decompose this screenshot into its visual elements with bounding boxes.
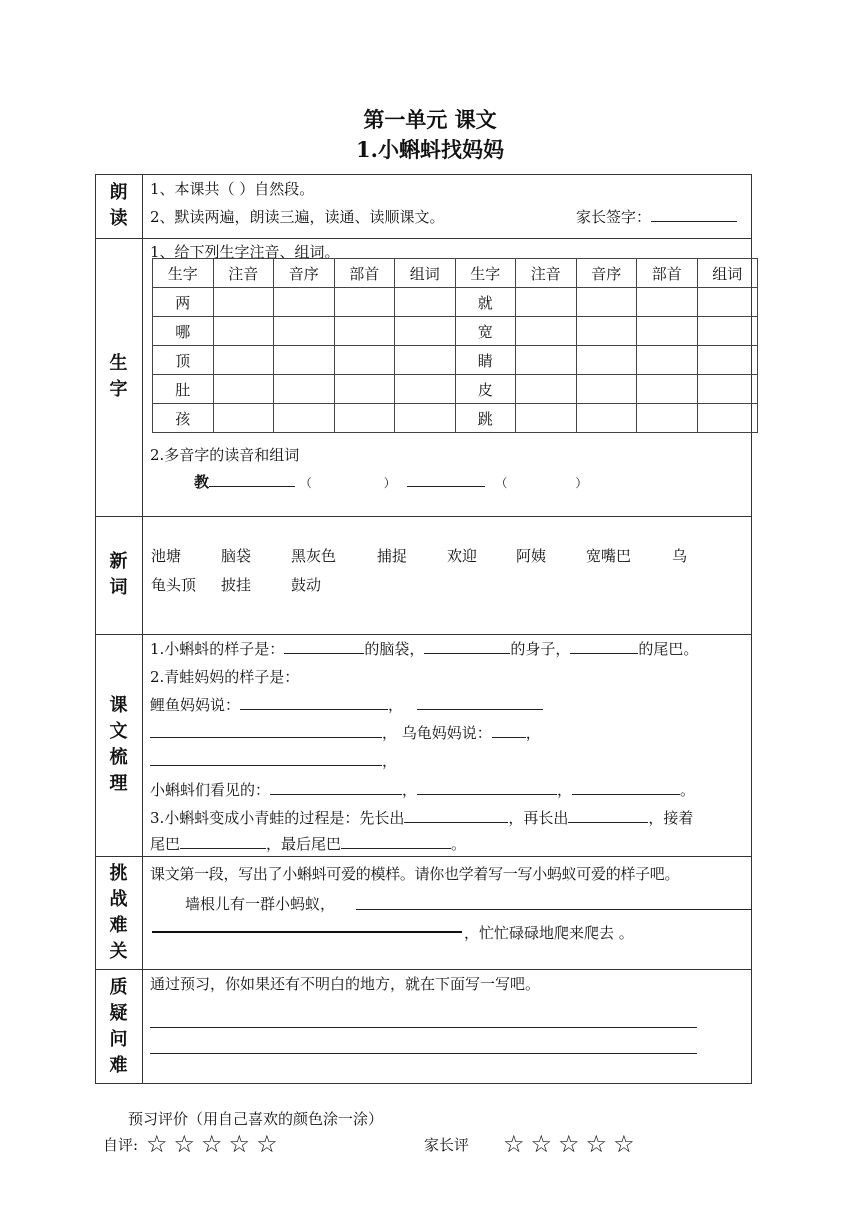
- character-cell: 两: [153, 288, 214, 317]
- section-label-characters: 生 字: [109, 353, 128, 400]
- answer-cell[interactable]: [576, 288, 637, 317]
- row-divider: [95, 516, 752, 517]
- word: 宽嘴巴: [586, 547, 632, 565]
- seen-blank-1[interactable]: [270, 779, 402, 795]
- comma: ，: [557, 781, 573, 799]
- comma: ，: [382, 752, 398, 770]
- answer-cell[interactable]: [516, 346, 577, 375]
- table-header: 生字: [153, 259, 214, 288]
- answer-cell[interactable]: [213, 404, 274, 433]
- characters-table: [152, 258, 758, 433]
- row-divider: [95, 969, 752, 970]
- turtle-blank-2[interactable]: [150, 750, 382, 766]
- table-header: 部首: [637, 259, 698, 288]
- answer-cell[interactable]: [516, 288, 577, 317]
- row-divider: [95, 238, 752, 239]
- q3-tail-final: ，最后尾巴: [266, 835, 342, 853]
- section-label-new-words: 新 词: [109, 551, 128, 598]
- question-write-line[interactable]: [150, 1027, 697, 1028]
- table-row: [153, 346, 758, 375]
- answer-cell[interactable]: [697, 404, 758, 433]
- answer-cell[interactable]: [395, 346, 456, 375]
- turtle-blank[interactable]: [492, 722, 526, 738]
- polyphone-row: [194, 471, 587, 492]
- challenge-blank-1[interactable]: [356, 909, 752, 910]
- reading-instruction: 2、默读两遍，朗读三遍，读通、读顺课文。: [150, 208, 445, 226]
- word: 欢迎: [447, 547, 478, 565]
- parent-signature: [576, 206, 737, 227]
- answer-cell[interactable]: [274, 346, 335, 375]
- turtle-label: ， 乌龟妈妈说：: [382, 724, 492, 742]
- answer-cell[interactable]: [637, 317, 698, 346]
- answer-cell[interactable]: [213, 346, 274, 375]
- word: 鼓动: [291, 576, 322, 594]
- seen-blank-3[interactable]: [572, 779, 680, 795]
- word: 池塘: [151, 547, 182, 565]
- table-header: 生字: [455, 259, 516, 288]
- questions-prompt: 通过预习，你如果还有不明白的地方，就在下面写一写吧。: [150, 975, 541, 993]
- period: 。: [451, 835, 467, 853]
- answer-cell[interactable]: [213, 375, 274, 404]
- character-cell: 孩: [153, 404, 214, 433]
- self-rating-stars[interactable]: ☆☆☆☆☆: [146, 1130, 284, 1158]
- unit-title: 第一单元 课文: [363, 107, 497, 132]
- paren-open: （: [495, 476, 508, 490]
- self-evaluation-label: 自评:: [103, 1136, 139, 1154]
- q1-blank-tail[interactable]: [570, 638, 638, 654]
- carp-blank[interactable]: [240, 694, 388, 710]
- answer-cell[interactable]: [516, 404, 577, 433]
- answer-cell[interactable]: [274, 375, 335, 404]
- word: 阿姨: [516, 547, 547, 565]
- reading-paragraph-count: 1、本课共（ ）自然段。: [150, 180, 315, 198]
- table-header: 组词: [395, 259, 456, 288]
- table-header: 组词: [697, 259, 758, 288]
- period: 。: [680, 781, 696, 799]
- table-header: 部首: [334, 259, 395, 288]
- character-cell: 皮: [455, 375, 516, 404]
- answer-cell[interactable]: [334, 346, 395, 375]
- q3-prefix: 3.小蝌蚪变成小青蛙的过程是：先长出: [150, 809, 405, 827]
- challenge-prompt: 课文第一段，写出了小蝌蚪可爱的模样。请你也学着写一写小蚂蚁可爱的样子吧。: [150, 865, 680, 883]
- table-header: 音序: [274, 259, 335, 288]
- table-header-row: [153, 259, 758, 288]
- answer-cell[interactable]: [334, 288, 395, 317]
- table-row: [153, 288, 758, 317]
- answer-cell[interactable]: [637, 375, 698, 404]
- seen-blank-2[interactable]: [417, 779, 557, 795]
- answer-cell[interactable]: [213, 288, 274, 317]
- paren-close: ）: [383, 476, 396, 490]
- answer-cell[interactable]: [697, 375, 758, 404]
- section-label-reading: 朗 读: [109, 182, 128, 229]
- answer-cell[interactable]: [395, 317, 456, 346]
- parent-evaluation-label: 家长评: [424, 1136, 470, 1154]
- outline-q1: [150, 638, 698, 659]
- q3-blank-1[interactable]: [404, 807, 508, 823]
- answer-cell[interactable]: [395, 375, 456, 404]
- character-cell: 肚: [153, 375, 214, 404]
- character-cell: 哪: [153, 317, 214, 346]
- answer-cell[interactable]: [395, 288, 456, 317]
- challenge-blank-2[interactable]: [152, 931, 462, 933]
- answer-cell[interactable]: [576, 375, 637, 404]
- answer-cell[interactable]: [213, 317, 274, 346]
- answer-cell[interactable]: [576, 317, 637, 346]
- section-label-challenge: 挑 战 难 关: [109, 862, 128, 962]
- turtle-mother-line: [150, 722, 541, 743]
- answer-cell[interactable]: [395, 404, 456, 433]
- q1-tail-text: 的尾巴。: [638, 640, 699, 658]
- answer-cell[interactable]: [697, 346, 758, 375]
- answer-cell[interactable]: [274, 288, 335, 317]
- q3-blank-2[interactable]: [568, 807, 648, 823]
- character-cell: 宽: [455, 317, 516, 346]
- answer-cell[interactable]: [697, 288, 758, 317]
- table-header: 注音: [516, 259, 577, 288]
- parent-rating-stars[interactable]: ☆☆☆☆☆: [503, 1130, 641, 1158]
- polyphone-char: 教: [194, 473, 210, 491]
- comma: ，: [525, 724, 541, 742]
- table-row: [153, 404, 758, 433]
- q3-mid: ，再长出: [508, 809, 569, 827]
- challenge-end: ，忙忙碌碌地爬来爬去 。: [464, 924, 634, 942]
- answer-cell[interactable]: [516, 317, 577, 346]
- answer-cell[interactable]: [637, 288, 698, 317]
- q1-body-text: 的身子，: [510, 640, 571, 658]
- polyphone-word-blank[interactable]: [209, 471, 295, 487]
- character-cell: 顶: [153, 346, 214, 375]
- question-write-line[interactable]: [150, 1053, 697, 1054]
- section-label-outline: 课 文 梳 理: [109, 695, 128, 794]
- q1-blank-head[interactable]: [284, 638, 364, 654]
- polyphone-title: 2.多音字的读音和组词: [150, 446, 300, 464]
- outline-q2: 2.青蛙妈妈的样子是：: [150, 668, 300, 686]
- outline-q3: [150, 807, 693, 828]
- answer-cell[interactable]: [697, 317, 758, 346]
- table-row: [153, 317, 758, 346]
- comma: ，: [402, 781, 418, 799]
- table-header: 注音: [213, 259, 274, 288]
- polyphone-word-blank[interactable]: [407, 471, 485, 487]
- carp-blank-2[interactable]: [417, 694, 543, 710]
- label-column-divider: [142, 174, 143, 1084]
- table-row: [153, 375, 758, 404]
- carp-mother-line: [150, 694, 543, 715]
- comma: ，: [388, 696, 404, 714]
- turtle-continue-line: [150, 750, 397, 771]
- character-cell: 睛: [455, 346, 516, 375]
- character-cell: 就: [455, 288, 516, 317]
- q3-blank-3[interactable]: [180, 833, 266, 849]
- answer-cell[interactable]: [334, 317, 395, 346]
- parent-signature-label: 家长签字：: [576, 208, 652, 226]
- carp-blank-3[interactable]: [150, 722, 382, 738]
- answer-cell[interactable]: [274, 317, 335, 346]
- word: 捕捉: [377, 547, 408, 565]
- section-label-questions: 质 疑 问 难: [109, 976, 128, 1076]
- paren-close: ）: [575, 476, 588, 490]
- word: 龟头顶: [151, 576, 197, 594]
- characters-instruction: 1、给下列生字注音、组词。: [150, 243, 340, 261]
- row-divider: [95, 634, 752, 635]
- q3-tail-label: 尾巴: [150, 835, 181, 853]
- lesson-title: 1.小蝌蚪找妈妈: [356, 137, 504, 162]
- word: 脑袋: [221, 547, 252, 565]
- seen-line: [150, 779, 695, 800]
- parent-signature-blank[interactable]: [651, 206, 737, 222]
- word: 披挂: [221, 576, 252, 594]
- q1-head-text: 的脑袋，: [364, 640, 425, 658]
- word: 乌: [672, 547, 688, 565]
- outline-q3-cont: [150, 833, 466, 854]
- q3-blank-4[interactable]: [341, 833, 451, 849]
- answer-cell[interactable]: [334, 375, 395, 404]
- answer-cell[interactable]: [334, 404, 395, 433]
- row-divider: [95, 856, 752, 857]
- answer-cell[interactable]: [637, 404, 698, 433]
- answer-cell[interactable]: [516, 375, 577, 404]
- paren-open: （: [299, 476, 312, 490]
- word: 黑灰色: [291, 547, 337, 565]
- q1-prefix: 1.小蝌蚪的样子是：: [150, 640, 285, 658]
- table-header: 音序: [576, 259, 637, 288]
- q1-blank-body[interactable]: [424, 638, 510, 654]
- evaluation-title: 预习评价（用自己喜欢的颜色涂一涂）: [128, 1110, 384, 1128]
- q3-next: ，接着: [648, 809, 694, 827]
- character-cell: 跳: [455, 404, 516, 433]
- answer-cell[interactable]: [576, 346, 637, 375]
- seen-label: 小蝌蚪们看见的：: [150, 781, 271, 799]
- challenge-start: 墙根儿有一群小蚂蚁，: [185, 895, 336, 913]
- answer-cell[interactable]: [576, 404, 637, 433]
- carp-label: 鲤鱼妈妈说：: [150, 696, 241, 714]
- answer-cell[interactable]: [274, 404, 335, 433]
- answer-cell[interactable]: [637, 346, 698, 375]
